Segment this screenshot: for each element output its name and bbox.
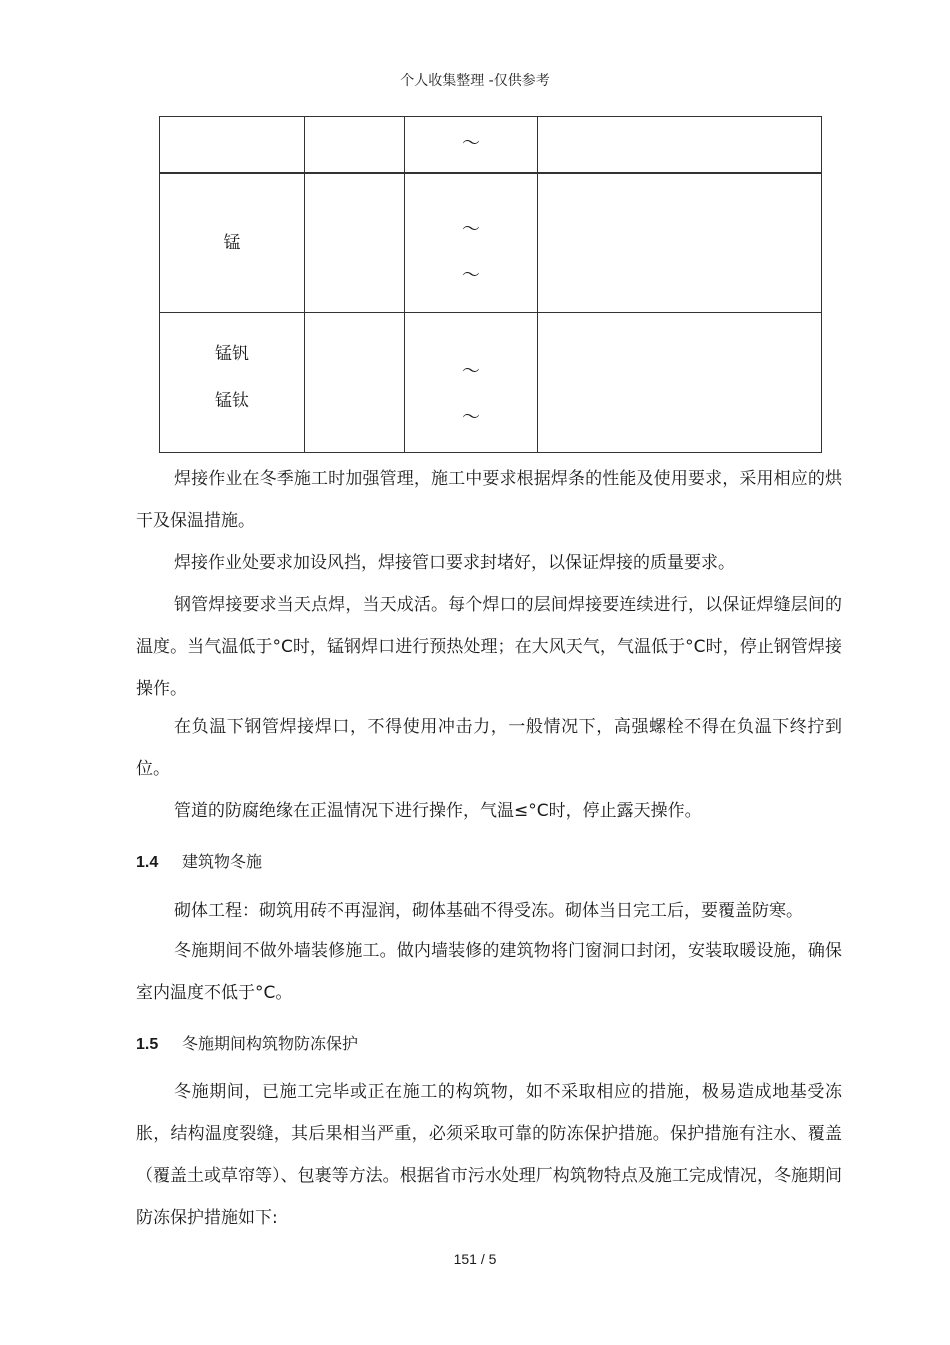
body-paragraph: 钢管焊接要求当天点焊，当天成活。每个焊口的层间焊接要连续进行，以保证焊缝层间的温度。当气温低于°C时，锰钢焊口进行预热处理；在大风天气，气温低于°C时，停止钢管焊接操作。	[136, 595, 842, 699]
page-number: 151 / 5	[453, 1251, 497, 1267]
table-cell	[405, 117, 538, 173]
table-cell	[305, 173, 405, 313]
table-cell	[160, 173, 305, 313]
table-cell	[538, 173, 822, 313]
section-heading	[136, 1031, 358, 1054]
section-title: 建筑物冬施	[182, 852, 263, 871]
body-paragraph: 焊接作业处要求加设风挡，焊接管口要求封堵好，以保证焊接的质量要求。	[174, 553, 735, 573]
body-paragraph: 焊接作业在冬季施工时加强管理，施工中要求根据焊条的性能及使用要求，采用相应的烘干及保温措施。	[136, 469, 842, 531]
steel-grade: 锰钒	[215, 343, 249, 364]
body-paragraph: 在负温下钢管焊接焊口，不得使用冲击力，一般情况下，高强螺栓不得在负温下终拧到位。	[136, 717, 842, 779]
section-number: 1.4	[136, 854, 159, 871]
table-cell	[160, 117, 305, 173]
section-heading	[136, 849, 262, 872]
steel-grade: 锰钛	[215, 390, 249, 411]
table-cell	[405, 173, 538, 313]
table-cell	[305, 117, 405, 173]
section-title: 冬施期间构筑物防冻保护	[182, 1034, 359, 1053]
table-row	[160, 117, 822, 173]
table-cell	[305, 313, 405, 453]
body-paragraph: 管道的防腐绝缘在正温情况下进行操作，气温≤°C时，停止露天操作。	[174, 801, 702, 821]
range-tilde: ～	[462, 264, 480, 286]
body-paragraph: 砌体工程：砌筑用砖不再湿润，砌体基础不得受冻。砌体当日完工后，要覆盖防寒。	[174, 901, 803, 921]
section-number: 1.5	[136, 1036, 159, 1053]
page-header: 个人收集整理 -仅供参考	[400, 73, 550, 89]
range-tilde: ～	[462, 360, 480, 382]
range-tilde: ～	[462, 133, 480, 155]
body-paragraph: 冬施期间不做外墙装修施工。做内墙装修的建筑物将门窗洞口封闭，安装取暖设施，确保室内温度不低于°C。	[136, 941, 842, 1003]
range-tilde: ～	[462, 406, 480, 428]
table-cell	[538, 313, 822, 453]
steel-grade: 锰	[223, 233, 241, 254]
table-cell	[405, 313, 538, 453]
table-row	[160, 173, 822, 313]
range-tilde: ～	[462, 218, 480, 240]
table-cell	[160, 313, 305, 453]
body-paragraph: 冬施期间，已施工完毕或正在施工的构筑物，如不采取相应的措施，极易造成地基受冻胀，结构温度裂缝，其后果相当严重，必须采取可靠的防冻保护措施。保护措施有注水、覆盖（覆盖土或草帘等）、包裹等方法。根据省市污水处理厂构筑物特点及施工完成情况，冬施期间防冻保护措施如下:	[136, 1082, 842, 1228]
table-row	[160, 313, 822, 453]
spec-table	[159, 116, 822, 453]
table-cell	[538, 117, 822, 173]
